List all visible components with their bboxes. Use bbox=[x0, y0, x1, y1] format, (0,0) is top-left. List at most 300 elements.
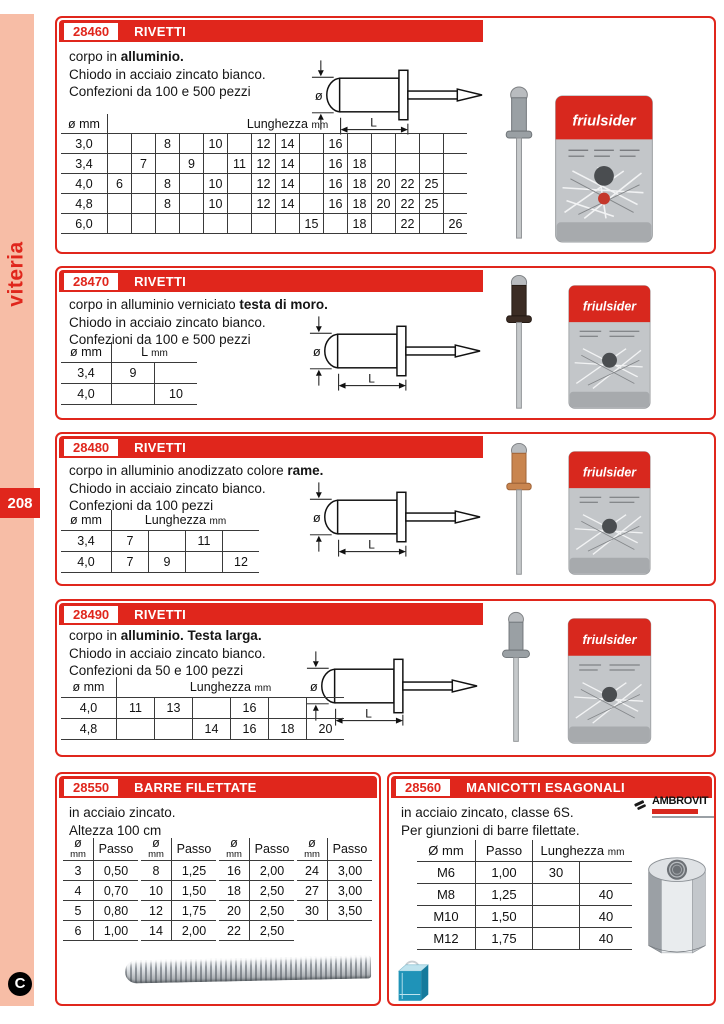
len-cell: 14 bbox=[276, 134, 300, 154]
len-cell bbox=[228, 134, 252, 154]
len-cell: 18 bbox=[348, 154, 372, 174]
len-cell bbox=[228, 194, 252, 214]
rivet-diagram bbox=[305, 312, 483, 392]
len-cell: 10 bbox=[155, 384, 198, 405]
dia-cell: 14 bbox=[141, 921, 172, 941]
logo-red-bar bbox=[652, 809, 698, 814]
len-cell bbox=[580, 862, 633, 884]
desc-line: in acciaio zincato, classe 6S. bbox=[401, 805, 574, 820]
len-cell bbox=[132, 194, 156, 214]
length-header: Lunghezza mm bbox=[533, 840, 633, 862]
len-cell bbox=[420, 214, 444, 234]
sidebar-category-label bbox=[0, 204, 34, 344]
dia-header: ø mm bbox=[219, 838, 250, 861]
description bbox=[69, 48, 266, 101]
desc-line: Chiodo in acciaio zincato bianco. bbox=[69, 314, 266, 330]
rivet-diagram bbox=[305, 478, 483, 558]
dia-cell: 20 bbox=[219, 901, 250, 921]
len-cell bbox=[533, 906, 580, 928]
dia-cell: 3 bbox=[63, 861, 94, 881]
bag-brand: friulsider bbox=[582, 632, 637, 647]
desc-line: Confezioni da 50 e 100 pezzi bbox=[69, 663, 244, 678]
len-cell: 12 bbox=[252, 154, 276, 174]
section-title: RIVETTI bbox=[134, 606, 187, 622]
len-cell bbox=[300, 194, 324, 214]
rivets-bag-photo bbox=[562, 617, 657, 745]
section-banner bbox=[59, 603, 483, 625]
product-code: 28560 bbox=[396, 779, 450, 796]
table-row bbox=[61, 531, 259, 552]
product-code: 28470 bbox=[64, 273, 118, 290]
table-row bbox=[219, 881, 294, 901]
desc-line: Per giunzioni di barre filettate. bbox=[401, 822, 580, 838]
section-28460 bbox=[55, 16, 716, 254]
len-cell bbox=[300, 154, 324, 174]
len-cell bbox=[112, 384, 155, 405]
len-cell: 8 bbox=[156, 194, 180, 214]
dia-cell: 8 bbox=[141, 861, 172, 881]
screws-icon bbox=[633, 796, 649, 812]
section-title: BARRE FILETTATE bbox=[134, 779, 257, 795]
len-cell bbox=[372, 134, 396, 154]
table-row bbox=[141, 901, 216, 921]
dia-cell: 10 bbox=[141, 881, 172, 901]
table-row bbox=[61, 214, 467, 234]
section-title: RIVETTI bbox=[134, 23, 187, 39]
section-title: RIVETTI bbox=[134, 273, 187, 289]
dia-cell: 18 bbox=[219, 881, 250, 901]
dia-cell: 4,8 bbox=[61, 194, 108, 214]
table-header-row bbox=[417, 840, 632, 862]
len-cell: 25 bbox=[420, 194, 444, 214]
length-label: L bbox=[365, 706, 372, 721]
len-cell bbox=[180, 194, 204, 214]
len-cell bbox=[276, 214, 300, 234]
len-cell: 11 bbox=[117, 698, 155, 719]
product-code: 28480 bbox=[64, 439, 118, 456]
table-row bbox=[63, 881, 138, 901]
len-cell bbox=[300, 174, 324, 194]
description bbox=[69, 804, 176, 839]
len-cell: 7 bbox=[132, 154, 156, 174]
table-row bbox=[219, 861, 294, 881]
len-cell: 16 bbox=[324, 134, 348, 154]
dia-cell: 4,0 bbox=[61, 174, 108, 194]
table-row bbox=[61, 154, 467, 174]
dia-header: ø mm bbox=[61, 342, 112, 363]
len-cell: 9 bbox=[112, 363, 155, 384]
product-code: 28460 bbox=[64, 23, 118, 40]
dia-cell: 3,4 bbox=[61, 531, 112, 552]
dia-cell: 4,8 bbox=[61, 719, 117, 740]
dia-cell: M6 bbox=[417, 862, 476, 884]
len-cell: 20 bbox=[307, 719, 345, 740]
dia-header: ø mm bbox=[141, 838, 172, 861]
dia-cell: 4,0 bbox=[61, 384, 112, 405]
table-row bbox=[297, 901, 372, 921]
len-cell bbox=[132, 174, 156, 194]
len-cell: 9 bbox=[180, 154, 204, 174]
len-cell bbox=[252, 214, 276, 234]
len-cell bbox=[117, 719, 155, 740]
product-code: 28490 bbox=[64, 606, 118, 623]
table-row bbox=[61, 363, 197, 384]
section-28490 bbox=[55, 599, 716, 757]
len-cell: 14 bbox=[276, 174, 300, 194]
sleeves-table bbox=[417, 840, 632, 950]
category-text: viteria bbox=[5, 241, 28, 307]
len-cell bbox=[348, 134, 372, 154]
dia-cell: 4 bbox=[63, 881, 94, 901]
len-cell: 14 bbox=[276, 154, 300, 174]
bag-brand: friulsider bbox=[572, 113, 636, 130]
pitch-header: Passo bbox=[476, 840, 533, 862]
section-title: RIVETTI bbox=[134, 439, 187, 455]
len-cell bbox=[228, 174, 252, 194]
lengths-table bbox=[61, 342, 197, 405]
length-header: L mm bbox=[112, 342, 198, 363]
pitch-cell: 2,50 bbox=[250, 921, 295, 941]
pitch-cell: 1,00 bbox=[476, 862, 533, 884]
rivet-photo bbox=[505, 86, 533, 243]
len-cell bbox=[533, 884, 580, 906]
length-header: Lunghezza mm bbox=[117, 677, 345, 698]
len-cell bbox=[108, 214, 132, 234]
len-cell bbox=[180, 134, 204, 154]
rivet-photo bbox=[505, 274, 533, 412]
dia-cell: M8 bbox=[417, 884, 476, 906]
corner-registration-mark: C bbox=[8, 972, 32, 996]
section-28470 bbox=[55, 266, 716, 420]
section-28480 bbox=[55, 432, 716, 586]
lengths-table bbox=[61, 677, 344, 740]
table-row bbox=[61, 384, 197, 405]
table-row bbox=[141, 921, 216, 941]
pitch-cell: 3,00 bbox=[328, 881, 373, 901]
table-row bbox=[417, 884, 632, 906]
len-cell bbox=[396, 154, 420, 174]
logo-text: AMBROVIT bbox=[652, 795, 709, 807]
desc-line: Chiodo in acciaio zincato bianco. bbox=[69, 66, 266, 82]
len-cell bbox=[444, 194, 468, 214]
dia-header: ø mm bbox=[61, 677, 117, 698]
dia-cell: 3,4 bbox=[61, 363, 112, 384]
len-cell: 16 bbox=[324, 154, 348, 174]
len-cell: 8 bbox=[156, 174, 180, 194]
pitch-cell: 0,70 bbox=[94, 881, 139, 901]
len-cell: 18 bbox=[348, 174, 372, 194]
product-code: 28550 bbox=[64, 779, 118, 796]
pitch-cell: 1,50 bbox=[172, 881, 217, 901]
table-row bbox=[61, 719, 344, 740]
table-row bbox=[141, 881, 216, 901]
len-cell bbox=[193, 698, 231, 719]
table-header-row bbox=[61, 677, 344, 698]
ambrovit-logo bbox=[633, 796, 714, 818]
len-cell: 16 bbox=[231, 719, 269, 740]
pitch-cell: 2,50 bbox=[250, 881, 295, 901]
table-header-row bbox=[61, 510, 259, 531]
len-cell: 10 bbox=[204, 194, 228, 214]
len-cell: 20 bbox=[372, 174, 396, 194]
len-cell: 18 bbox=[348, 194, 372, 214]
len-cell bbox=[444, 134, 468, 154]
len-cell: 40 bbox=[580, 884, 633, 906]
dia-cell: 5 bbox=[63, 901, 94, 921]
logo-gray-bar bbox=[652, 816, 714, 818]
dia-cell: 4,0 bbox=[61, 552, 112, 573]
len-cell bbox=[396, 134, 420, 154]
table-header-row bbox=[297, 838, 372, 861]
dia-cell: 3,4 bbox=[61, 154, 108, 174]
len-cell bbox=[108, 134, 132, 154]
package-box-photo bbox=[395, 958, 431, 1004]
table-header-row bbox=[61, 342, 197, 363]
dia-label: ø bbox=[309, 678, 318, 694]
desc-line: Confezioni da 100 e 500 pezzi bbox=[69, 84, 251, 99]
len-cell: 8 bbox=[156, 134, 180, 154]
dia-header: ø mm bbox=[297, 838, 328, 861]
desc-line: Confezioni da 100 e 500 pezzi bbox=[69, 332, 251, 347]
pitch-table bbox=[63, 838, 138, 941]
rivets-bag-photo bbox=[554, 94, 654, 244]
rivets-bag-photo bbox=[562, 450, 657, 576]
len-cell: 12 bbox=[223, 552, 260, 573]
len-cell bbox=[155, 719, 193, 740]
len-cell: 14 bbox=[276, 194, 300, 214]
len-cell bbox=[149, 531, 186, 552]
len-cell bbox=[186, 552, 223, 573]
dia-header: Ø mm bbox=[417, 840, 476, 862]
bag-brand: friulsider bbox=[582, 299, 637, 314]
length-header: Lunghezza mm bbox=[108, 114, 468, 134]
section-banner bbox=[59, 20, 483, 42]
table-row bbox=[219, 901, 294, 921]
rivets-bag-photo bbox=[562, 284, 657, 410]
dia-cell: 6,0 bbox=[61, 214, 108, 234]
len-cell: 16 bbox=[231, 698, 269, 719]
len-cell: 22 bbox=[396, 214, 420, 234]
len-cell: 11 bbox=[228, 154, 252, 174]
len-cell: 22 bbox=[396, 174, 420, 194]
len-cell: 10 bbox=[204, 134, 228, 154]
len-cell: 10 bbox=[204, 174, 228, 194]
len-cell bbox=[108, 194, 132, 214]
dia-cell: M12 bbox=[417, 928, 476, 950]
table-row bbox=[417, 906, 632, 928]
dia-cell: 3,0 bbox=[61, 134, 108, 154]
section-28550 bbox=[55, 772, 381, 1006]
table-header-row bbox=[63, 838, 138, 861]
hex-sleeve-photo bbox=[645, 850, 709, 968]
pitch-cell: 0,50 bbox=[94, 861, 139, 881]
len-cell: 16 bbox=[324, 174, 348, 194]
rivet-photo bbox=[502, 611, 530, 746]
len-cell: 7 bbox=[112, 531, 149, 552]
pitch-cell: 2,50 bbox=[250, 901, 295, 921]
pitch-cell: 1,50 bbox=[476, 906, 533, 928]
len-cell: 18 bbox=[269, 719, 307, 740]
len-cell bbox=[300, 134, 324, 154]
desc-line: in acciaio zincato. bbox=[69, 805, 176, 820]
table-header-row bbox=[219, 838, 294, 861]
dia-cell: 4,0 bbox=[61, 698, 117, 719]
pitch-table bbox=[297, 838, 372, 921]
len-cell: 40 bbox=[580, 906, 633, 928]
bag-brand: friulsider bbox=[582, 465, 637, 480]
length-label: L bbox=[370, 115, 377, 130]
len-cell bbox=[444, 174, 468, 194]
length-label: L bbox=[368, 371, 375, 386]
len-cell: 11 bbox=[186, 531, 223, 552]
section-banner bbox=[59, 270, 483, 292]
table-row bbox=[61, 698, 344, 719]
pitch-header: Passo bbox=[94, 838, 139, 861]
pitch-cell: 1,00 bbox=[94, 921, 139, 941]
desc-line: corpo in alluminio. Testa larga. bbox=[69, 628, 262, 643]
dia-cell: 12 bbox=[141, 901, 172, 921]
len-cell bbox=[180, 214, 204, 234]
dia-label: ø bbox=[312, 343, 321, 359]
table-row bbox=[63, 921, 138, 941]
pitch-cell: 3,50 bbox=[328, 901, 373, 921]
len-cell bbox=[372, 154, 396, 174]
pitch-header: Passo bbox=[328, 838, 373, 861]
len-cell bbox=[180, 174, 204, 194]
pitch-table bbox=[219, 838, 294, 941]
pitch-cell: 0,80 bbox=[94, 901, 139, 921]
page-number-badge: 208 bbox=[0, 488, 40, 518]
dia-header: ø mm bbox=[61, 510, 112, 531]
pitch-cell: 3,00 bbox=[328, 861, 373, 881]
len-cell bbox=[372, 214, 396, 234]
desc-line: Altezza 100 cm bbox=[69, 822, 162, 838]
len-cell: 12 bbox=[252, 194, 276, 214]
dia-label: ø bbox=[312, 509, 321, 525]
pitch-cell: 1,25 bbox=[476, 884, 533, 906]
len-cell: 25 bbox=[420, 174, 444, 194]
lengths-table bbox=[61, 114, 467, 234]
rivet-photo bbox=[505, 442, 533, 578]
table-row bbox=[63, 861, 138, 881]
desc-line: corpo in alluminio verniciato testa di moro. bbox=[69, 297, 328, 312]
len-cell bbox=[132, 134, 156, 154]
dia-header: ø mm bbox=[63, 838, 94, 861]
len-cell bbox=[228, 214, 252, 234]
pitch-table bbox=[141, 838, 216, 941]
lengths-table bbox=[61, 510, 259, 573]
dia-label: ø bbox=[314, 87, 323, 103]
len-cell: 12 bbox=[252, 134, 276, 154]
section-28560 bbox=[387, 772, 716, 1006]
len-cell: 30 bbox=[533, 862, 580, 884]
desc-line: corpo in alluminio anodizzato colore rame. bbox=[69, 463, 324, 478]
threaded-bar-photo bbox=[125, 955, 371, 983]
len-cell: 15 bbox=[300, 214, 324, 234]
len-cell bbox=[108, 154, 132, 174]
len-cell bbox=[132, 214, 156, 234]
len-cell: 12 bbox=[252, 174, 276, 194]
pitch-cell: 2,00 bbox=[172, 921, 217, 941]
len-cell: 13 bbox=[155, 698, 193, 719]
table-row bbox=[141, 861, 216, 881]
description bbox=[69, 296, 328, 349]
table-header-row bbox=[61, 114, 467, 134]
section-title: MANICOTTI ESAGONALI bbox=[466, 779, 625, 795]
len-cell bbox=[155, 363, 198, 384]
len-cell: 6 bbox=[108, 174, 132, 194]
table-row bbox=[417, 862, 632, 884]
pitch-header: Passo bbox=[250, 838, 295, 861]
pitch-cell: 1,75 bbox=[172, 901, 217, 921]
dia-header: ø mm bbox=[61, 114, 108, 134]
len-cell: 20 bbox=[372, 194, 396, 214]
len-cell: 40 bbox=[580, 928, 633, 950]
len-cell bbox=[156, 154, 180, 174]
len-cell bbox=[204, 214, 228, 234]
len-cell: 18 bbox=[348, 214, 372, 234]
table-row bbox=[63, 901, 138, 921]
length-label: L bbox=[368, 537, 375, 552]
len-cell bbox=[444, 154, 468, 174]
dia-cell: 6 bbox=[63, 921, 94, 941]
pitch-cell: 1,75 bbox=[476, 928, 533, 950]
len-cell bbox=[204, 154, 228, 174]
table-row bbox=[417, 928, 632, 950]
desc-line: Confezioni da 100 pezzi bbox=[69, 498, 214, 513]
len-cell bbox=[324, 214, 348, 234]
len-cell: 22 bbox=[396, 194, 420, 214]
section-banner bbox=[59, 436, 483, 458]
desc-line: Chiodo in acciaio zincato bianco. bbox=[69, 480, 266, 496]
pitch-header: Passo bbox=[172, 838, 217, 861]
table-row bbox=[61, 174, 467, 194]
dia-cell: M10 bbox=[417, 906, 476, 928]
dia-cell: 30 bbox=[297, 901, 328, 921]
desc-line: Chiodo in acciaio zincato bianco. bbox=[69, 645, 266, 661]
pitch-cell: 2,00 bbox=[250, 861, 295, 881]
table-header-row bbox=[141, 838, 216, 861]
table-row bbox=[297, 881, 372, 901]
table-row bbox=[61, 552, 259, 573]
desc-line: corpo in alluminio. bbox=[69, 49, 184, 64]
len-cell bbox=[307, 698, 345, 719]
dia-cell: 22 bbox=[219, 921, 250, 941]
table-row bbox=[61, 194, 467, 214]
table-row bbox=[219, 921, 294, 941]
dia-cell: 27 bbox=[297, 881, 328, 901]
dia-cell: 24 bbox=[297, 861, 328, 881]
description bbox=[69, 462, 323, 515]
len-cell bbox=[156, 214, 180, 234]
len-cell: 26 bbox=[444, 214, 468, 234]
len-cell bbox=[420, 134, 444, 154]
len-cell bbox=[223, 531, 260, 552]
len-cell: 9 bbox=[149, 552, 186, 573]
description bbox=[401, 804, 580, 839]
len-cell: 7 bbox=[112, 552, 149, 573]
pitch-cell: 1,25 bbox=[172, 861, 217, 881]
len-cell: 14 bbox=[193, 719, 231, 740]
length-header: Lunghezza mm bbox=[112, 510, 260, 531]
dia-cell: 16 bbox=[219, 861, 250, 881]
len-cell bbox=[269, 698, 307, 719]
len-cell bbox=[420, 154, 444, 174]
table-row bbox=[297, 861, 372, 881]
description bbox=[69, 627, 266, 680]
len-cell bbox=[533, 928, 580, 950]
table-row bbox=[61, 134, 467, 154]
